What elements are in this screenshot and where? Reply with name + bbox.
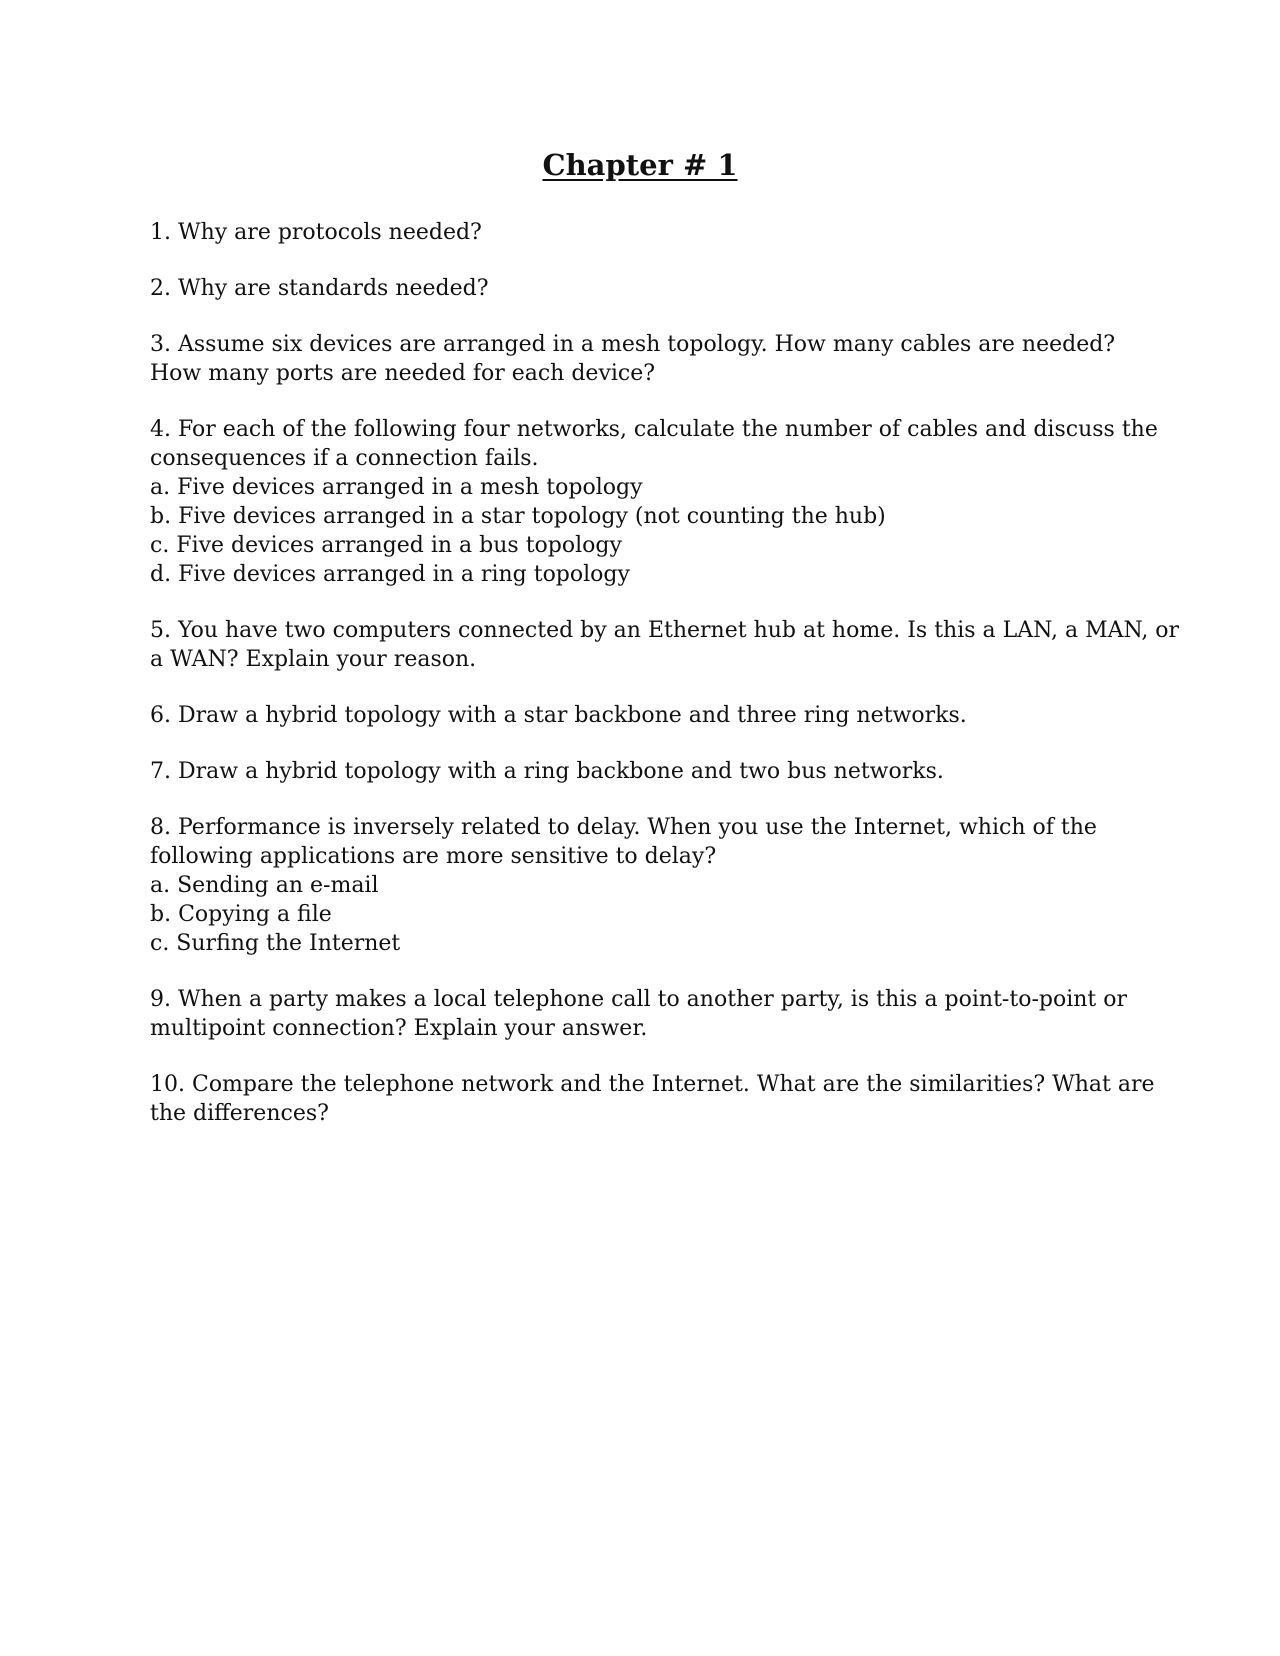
question-4 [150,415,1158,589]
sub-question-c: c. Surfing the Internet [150,931,401,956]
question-line: 3. Assume six devices are arranged in a mesh topology. How many cables are needed? [150,332,1116,357]
question-9 [150,985,1130,1043]
question-3 [150,330,1130,388]
question-7 [150,757,1130,786]
question-line: How many ports are needed for each device? [150,361,656,386]
question-line: 7. Draw a hybrid topology with a ring backbone and two bus networks. [150,759,944,784]
question-line: 4. For each of the following four networks, calculate the number of cables and discuss the [150,417,1158,442]
question-line: multipoint connection? Explain your answer. [150,1016,648,1041]
question-1 [150,218,1130,247]
question-line: 8. Performance is inversely related to delay. When you use the Internet, which of the [150,815,1097,840]
question-line: a WAN? Explain your reason. [150,647,477,672]
sub-question-a: a. Sending an e-mail [150,873,379,898]
question-list [150,218,1180,1155]
question-line: 10. Compare the telephone network and the Internet. What are the similarities? What are [150,1072,1155,1097]
question-2 [150,274,1130,303]
sub-question-d: d. Five devices arranged in a ring topology [150,562,630,587]
question-line: 9. When a party makes a local telephone call to another party, is this a point-to-point or [150,987,1128,1012]
question-8 [150,813,1130,958]
question-line: 1. Why are protocols needed? [150,220,482,245]
question-line: following applications are more sensitive to delay? [150,844,717,869]
question-10 [150,1070,1155,1128]
sub-question-a: a. Five devices arranged in a mesh topology [150,475,643,500]
question-5 [150,616,1180,674]
question-line: the differences? [150,1101,329,1126]
sub-question-b: b. Copying a file [150,902,332,927]
sub-question-b: b. Five devices arranged in a star topology (not counting the hub) [150,504,886,529]
question-line: 6. Draw a hybrid topology with a star backbone and three ring networks. [150,703,967,728]
question-line: 2. Why are standards needed? [150,276,489,301]
sub-question-c: c. Five devices arranged in a bus topology [150,533,622,558]
page-title: Chapter # 1 [542,148,738,182]
question-6 [150,701,1130,730]
question-line: consequences if a connection fails. [150,446,539,471]
question-line: 5. You have two computers connected by an Ethernet hub at home. Is this a LAN, a MAN, or [150,618,1180,643]
